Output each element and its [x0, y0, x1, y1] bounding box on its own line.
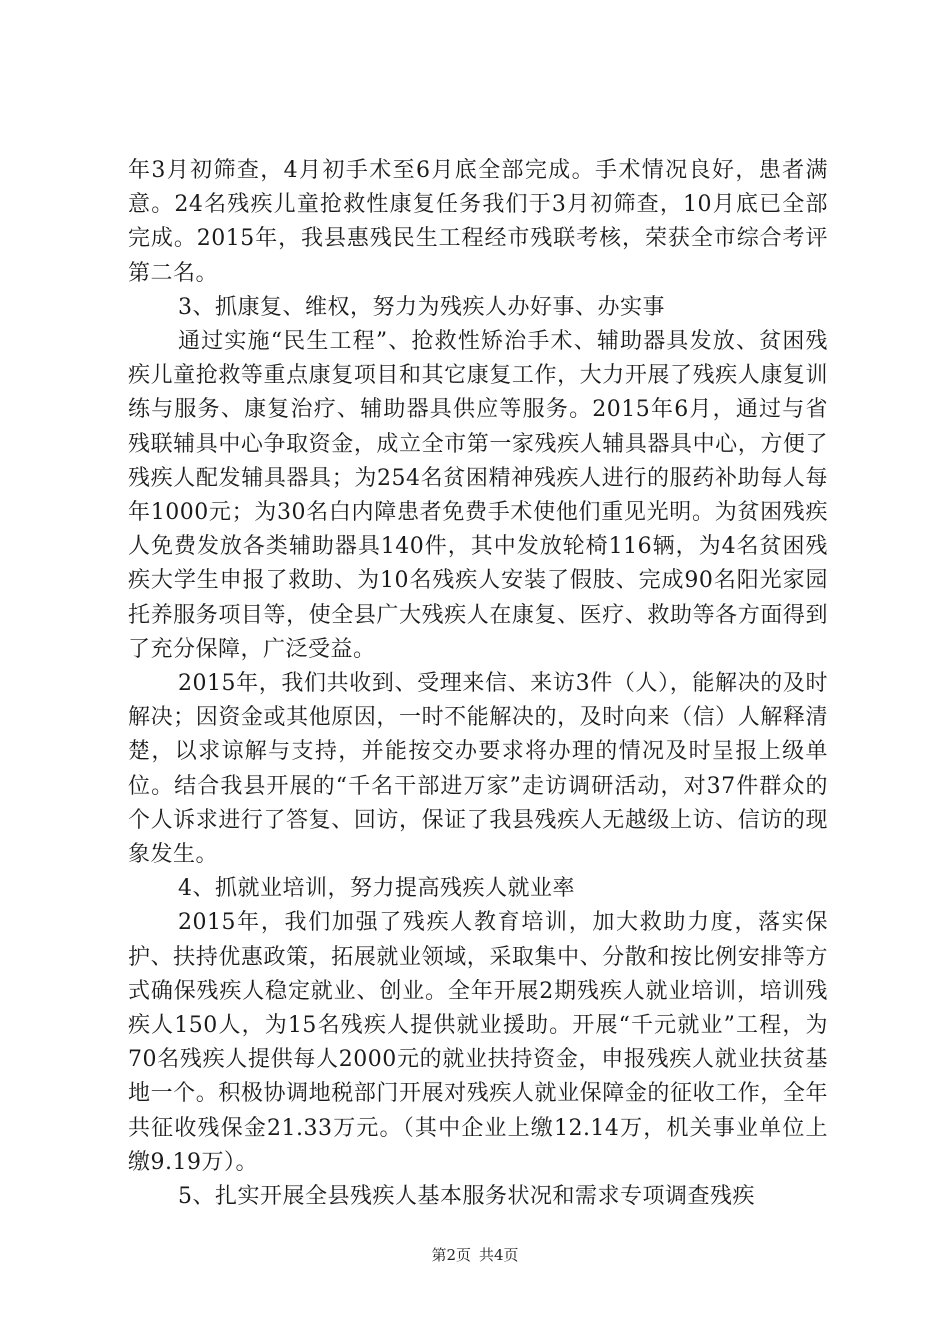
paragraph-continuation: 年3月初筛查，4月初手术至6月底全部完成。手术情况良好，患者满意。24名残疾儿童抢救性康复任务我们于3月初筛查，10月底已全部完成。2015年，我县惠残民生工程经市残联考核，荣获全市综合考评第二名。 [128, 158, 828, 286]
page-total: 共4页 [479, 1246, 519, 1264]
section-heading-survey: 5、扎实开展全县残疾人基本服务状况和需求专项调查残疾 [178, 1184, 755, 1210]
paragraph-employment: 2015年，我们加强了残疾人教育培训，加大救助力度，落实保护、扶持优惠政策，拓展就业领域，采取集中、分散和按比例安排等方式确保残疾人稳定就业、创业。全年开展2期残疾人就业培训，培训残疾人150人，为15名残疾人提供就业援助。开展“千元就业”工程，为70名残疾人提供每人2000元的就业扶持资金，申报残疾人就业扶贫基地一个。积极协调地税部门开展对残疾人就业保障金的征收工作，全年共征收残保金21.33万元。（其中企业上缴12.14万，机关事业单位上缴9.19万）。 [128, 910, 828, 1175]
document-body [128, 154, 828, 1214]
page-number: 第2页 [431, 1246, 471, 1264]
section-heading-rehabilitation: 3、抓康复、维权，努力为残疾人办好事、办实事 [178, 294, 665, 320]
paragraph-petitions: 2015年，我们共收到、受理来信、来访3件（人），能解决的及时解决；因资金或其他原因，一时不能解决的，及时向来（信）人解释清楚，以求谅解与支持，并能按交办要求将办理的情况及时呈报上级单位。结合我县开展的“千名干部进万家”走访调研活动，对37件群众的个人诉求进行了答复、回访，保证了我县残疾人无越级上访、信访的现象发生。 [128, 671, 828, 868]
paragraph-rehabilitation: 通过实施“民生工程”、抢救性矫治手术、辅助器具发放、贫困残疾儿童抢救等重点康复项目和其它康复工作，大力开展了残疾人康复训练与服务、康复治疗、辅助器具供应等服务。2015年6月，通过与省残联辅具中心争取资金，成立全市第一家残疾人辅具器具中心，方便了残疾人配发辅具器具；为254名贫困精神残疾人进行的服药补助每人每年1000元；为30名白内障患者免费手术使他们重见光明。为贫困残疾人免费发放各类辅助器具140件，其中发放轮椅116辆，为4名贫困残疾大学生申报了救助、为10名残疾人安装了假肢、完成90名阳光家园托养服务项目等，使全县广大残疾人在康复、医疗、救助等各方面得到了充分保障，广泛受益。 [128, 329, 828, 662]
section-heading-employment: 4、抓就业培训，努力提高残疾人就业率 [178, 876, 575, 902]
page-footer [0, 1245, 950, 1265]
